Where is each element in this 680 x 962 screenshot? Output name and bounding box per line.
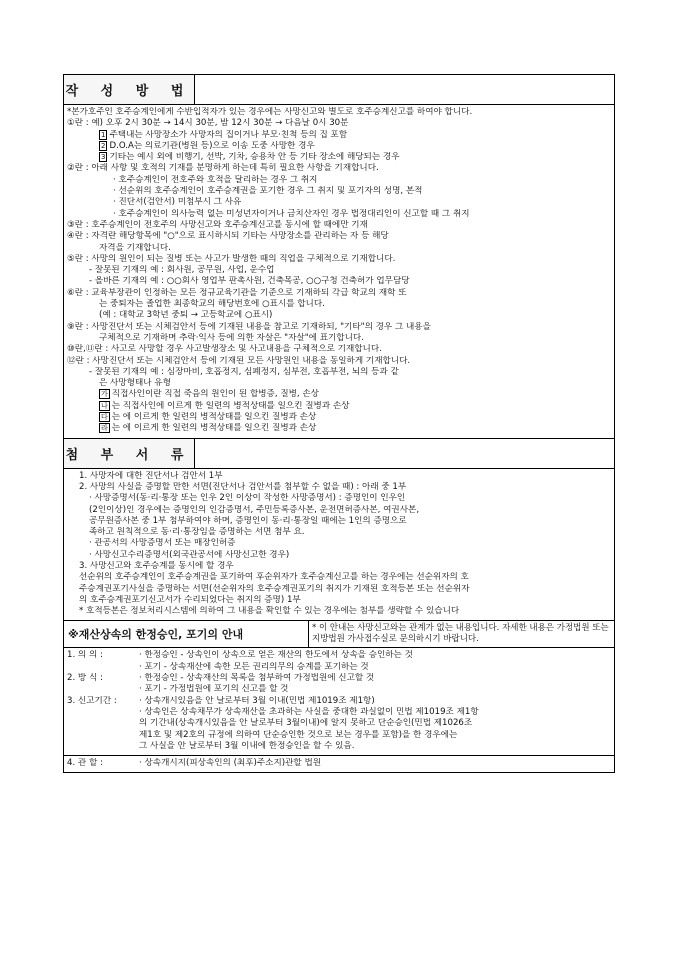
- method-line: 나 는 직접사인에 이르게 한 일련의 병적상태를 일으킨 질병과 손상: [101, 400, 350, 411]
- method-line: - 잘못된 기재의 예 : 심장마비, 호흡정지, 심폐정지, 심부전, 호흡부전, 뇌의 등과 같: [89, 366, 399, 377]
- method-line: - 잘못된 기재의 예 : 회사원, 공무원, 사업, 운수업: [89, 265, 275, 276]
- attach-line: * 호적등본은 정보처리시스템에 의하여 그 내용을 확인할 수 있는 경우에는 첨부를 생략할 수 있습니다: [79, 606, 460, 617]
- method-line: ④란 : 자격란 해당항목에 "○"으로 표시하시되 기타는 사망장소를 관리하는 자 등 해당: [67, 231, 389, 242]
- method-line: (예 : 대학교 3학년 중퇴 → 고등학교에 ○표시): [99, 310, 273, 321]
- write-method-body: [64, 105, 614, 438]
- inheritance-header: [64, 620, 614, 648]
- method-line: 라 는 에 이르게 한 일련의 병적상태를 일으킨 질병과 손상: [101, 423, 317, 434]
- attach-line: · 사망신고수리증명서(외국관공서에 사망신고한 경우): [89, 549, 290, 560]
- attach-line: 1. 사망자에 대한 진단서나 검안서 1부: [79, 470, 223, 481]
- jurisdiction-line: 4. 관 할 : · 상속개시지(피상속인의 (최후)주소지)관할 법원: [67, 758, 322, 769]
- method-line: *본가호주인 호주승계인에게 수반입적자가 있는 경우에는 사망신고와 별도로 호주승계신고를 하여야 합니다.: [67, 107, 473, 117]
- method-line: - 올바른 기재의 예 : ○○회사 영업부 판촉사원, 건축목공, ○○구청 건축허가 업무담당: [89, 276, 410, 287]
- method-line: 가 직접사인이란 직접 죽음의 원인이 된 합병증, 질병, 손상: [101, 389, 319, 400]
- attachments-body: [64, 469, 614, 621]
- inheritance-body: [64, 648, 614, 755]
- method-line: ⑩란,⑪란 : 사고로 사망할 경우 사고발생장소 및 사고내용을 구체적으로 기재합니다.: [67, 344, 382, 355]
- inherit-row: · 상속인은 상속채무가 상속재산을 초과하는 사실을 중대한 과실없이 민법 제1019조 제1항: [139, 706, 479, 717]
- inherit-row: 제1호 및 제2호의 규정에 의하여 단순승인한 것으로 보는 경우를 포함)을 한 경우에는: [139, 729, 458, 740]
- method-line: 은 사망형태나 유형: [99, 378, 171, 389]
- method-line: ⑥란 : 교육부장관이 인정하는 모든 정규교육기관을 기준으로 기재하되 각급 학교의 재학 또: [67, 287, 407, 298]
- attach-line: (2인이상)인 경우에는 증명인의 인감증명서, 주민등록증사본, 운전면허증사본, 여권사본,: [89, 504, 420, 515]
- attach-line: 의 호주승계권포기신고서가 수리되었다는 취지의 증명) 1부: [79, 594, 301, 605]
- inherit-row: 3. 신고기간 : · 상속개시있음을 안 날로부터 3월 이내(민법 제1019조 제1항): [67, 695, 375, 706]
- instruction-form: [63, 74, 615, 773]
- attach-line: 3. 사망신고와 호주승계를 동시에 할 경우: [79, 560, 234, 571]
- method-line: · 선순위의 호주승계인이 호주승계권을 포기한 경우 그 취지 및 포기자의 성명, 본적: [113, 186, 423, 197]
- attach-line: 공무원증사본 중 1부 첨부하여야 하며, 증명인이 동·리·통장일 때에는 1인의 증명으로: [89, 515, 407, 526]
- attach-line: 족하고 원칙적으로 동·리·통장임을 증명하는 서면 첨부 요.: [89, 527, 305, 538]
- method-line: ①란 : 예) 오후 2시 30분 → 14시 30분, 밤 12시 30분 → 다음날 0시 30분: [67, 118, 349, 129]
- method-line: · 호주승계인이 전호주와 호적을 달리하는 경우 그 취지: [113, 174, 318, 185]
- attach-line: 선순위의 호주승계인이 호주승계권을 포기하여 후순위자가 호주승계신고를 하는 경우에는 선순위자의 호: [79, 572, 469, 583]
- inherit-row: 그 사실을 안 날로부터 3월 이내에 한정승인을 할 수 있음.: [139, 740, 355, 751]
- method-line: · 호주승계인이 의사능력 없는 미성년자이거나 금치산자인 경우 법정대리인이 신고할 때 그 취지: [113, 208, 470, 219]
- inheritance-title: ※재산상속의 한정승인, 포기의 안내: [64, 621, 309, 647]
- inherit-row: 2. 방 식 : · 한정승인 - 상속재산의 목록을 첨부하여 가정법원에 신고할 것: [67, 673, 375, 684]
- attachments-title: 첨 부 서 류: [64, 439, 195, 468]
- jurisdiction-row: [64, 755, 614, 772]
- inherit-row: 의 기간내(상속개시있음을 안 날로부터 3월이내)에 알지 못하고 단순승인(민법 제1026조: [139, 718, 473, 729]
- method-line: ③란 : 호주승계인이 전호주의 사망신고와 호주승계신고를 동시에 할 때에만 기재: [67, 219, 368, 230]
- inherit-row: · 포기 - 상속재산에 속한 모든 권리의무의 승계를 포기하는 것: [139, 661, 369, 672]
- attach-line: · 관공서의 사망증명서 또는 매장인허증: [89, 538, 236, 549]
- method-line: 구체적으로 기재하며 추락·익사 등에 의한 자살은 "자살"에 표기합니다.: [99, 332, 364, 343]
- method-line: 1 주택내는 사망장소가 사망자의 집이거나 부모·친척 등의 집 포함: [101, 129, 348, 140]
- method-line: ⑤란 : 사망의 원인이 되는 질병 또는 사고가 발생한 때의 직업을 구체적으로 기재합니다.: [67, 253, 396, 264]
- write-method-header: [64, 75, 614, 105]
- method-line: 2 D.O.A는 의료기관(병원 등)으로 이송 도중 사망한 경우: [101, 140, 315, 151]
- method-line: 는 중퇴자는 졸업한 최종학교의 해당번호에 ○표시를 합니다.: [99, 299, 325, 310]
- method-line: ⑫란 : 사망진단서 또는 시체검안서 등에 기재된 모든 사망원인 내용을 동일하게 기재합니다.: [67, 355, 411, 366]
- write-method-title: 작 성 방 법: [64, 75, 195, 104]
- method-line: · 진단서(검안서) 미첨부시 그 사유: [113, 197, 242, 208]
- attach-line: 2. 사망의 사실을 증명할 만한 서면(진단서나 검안서를 첨부할 수 없을 때) : 아래 중 1부: [79, 481, 407, 492]
- method-line: 다 는 에 이르게 한 일련의 병적상태를 일으킨 질병과 손상: [101, 412, 317, 423]
- attach-line: · 사망증명서(동·리·통장 또는 인우 2인 이상이 작성한 사망증명서) : 증명인이 인우인: [89, 493, 406, 504]
- method-line: 3 기타는 예시 외에 비행기, 선박, 기차, 승용차 안 등 기타 장소에 해당되는 경우: [101, 152, 400, 163]
- method-line: 자격을 기재합니다.: [99, 242, 171, 253]
- inherit-row: · 포기 - 가정법원에 포기의 신고를 할 것: [139, 684, 289, 695]
- inheritance-note: * 이 안내는 사망신고와는 관계가 없는 내용입니다. 자세한 내용은 가정법원 또는 지방법원 가사접수실로 문의하시기 바랍니다.: [312, 623, 609, 645]
- method-line: ⑨란 : 사망진단서 또는 시체검안서 등에 기재된 내용을 참고로 기재하되, "기타"의 경우 그 내용을: [67, 321, 431, 332]
- inherit-row: 1. 의 의 : · 한정승인 - 상속인이 상속으로 얻은 재산의 한도에서 상속을 승인하는 것: [67, 650, 413, 661]
- method-line: ②란 : 아래 사항 및 호적의 기재를 분명하게 하는데 특히 필요한 사항을 기재합니다.: [67, 163, 379, 174]
- attach-line: 주승계권포기사실을 증명하는 서면(선순위자의 호주승계권포기의 취지가 기재된 호적등본 또는 선순위자: [79, 583, 470, 594]
- attachments-header: [64, 438, 614, 469]
